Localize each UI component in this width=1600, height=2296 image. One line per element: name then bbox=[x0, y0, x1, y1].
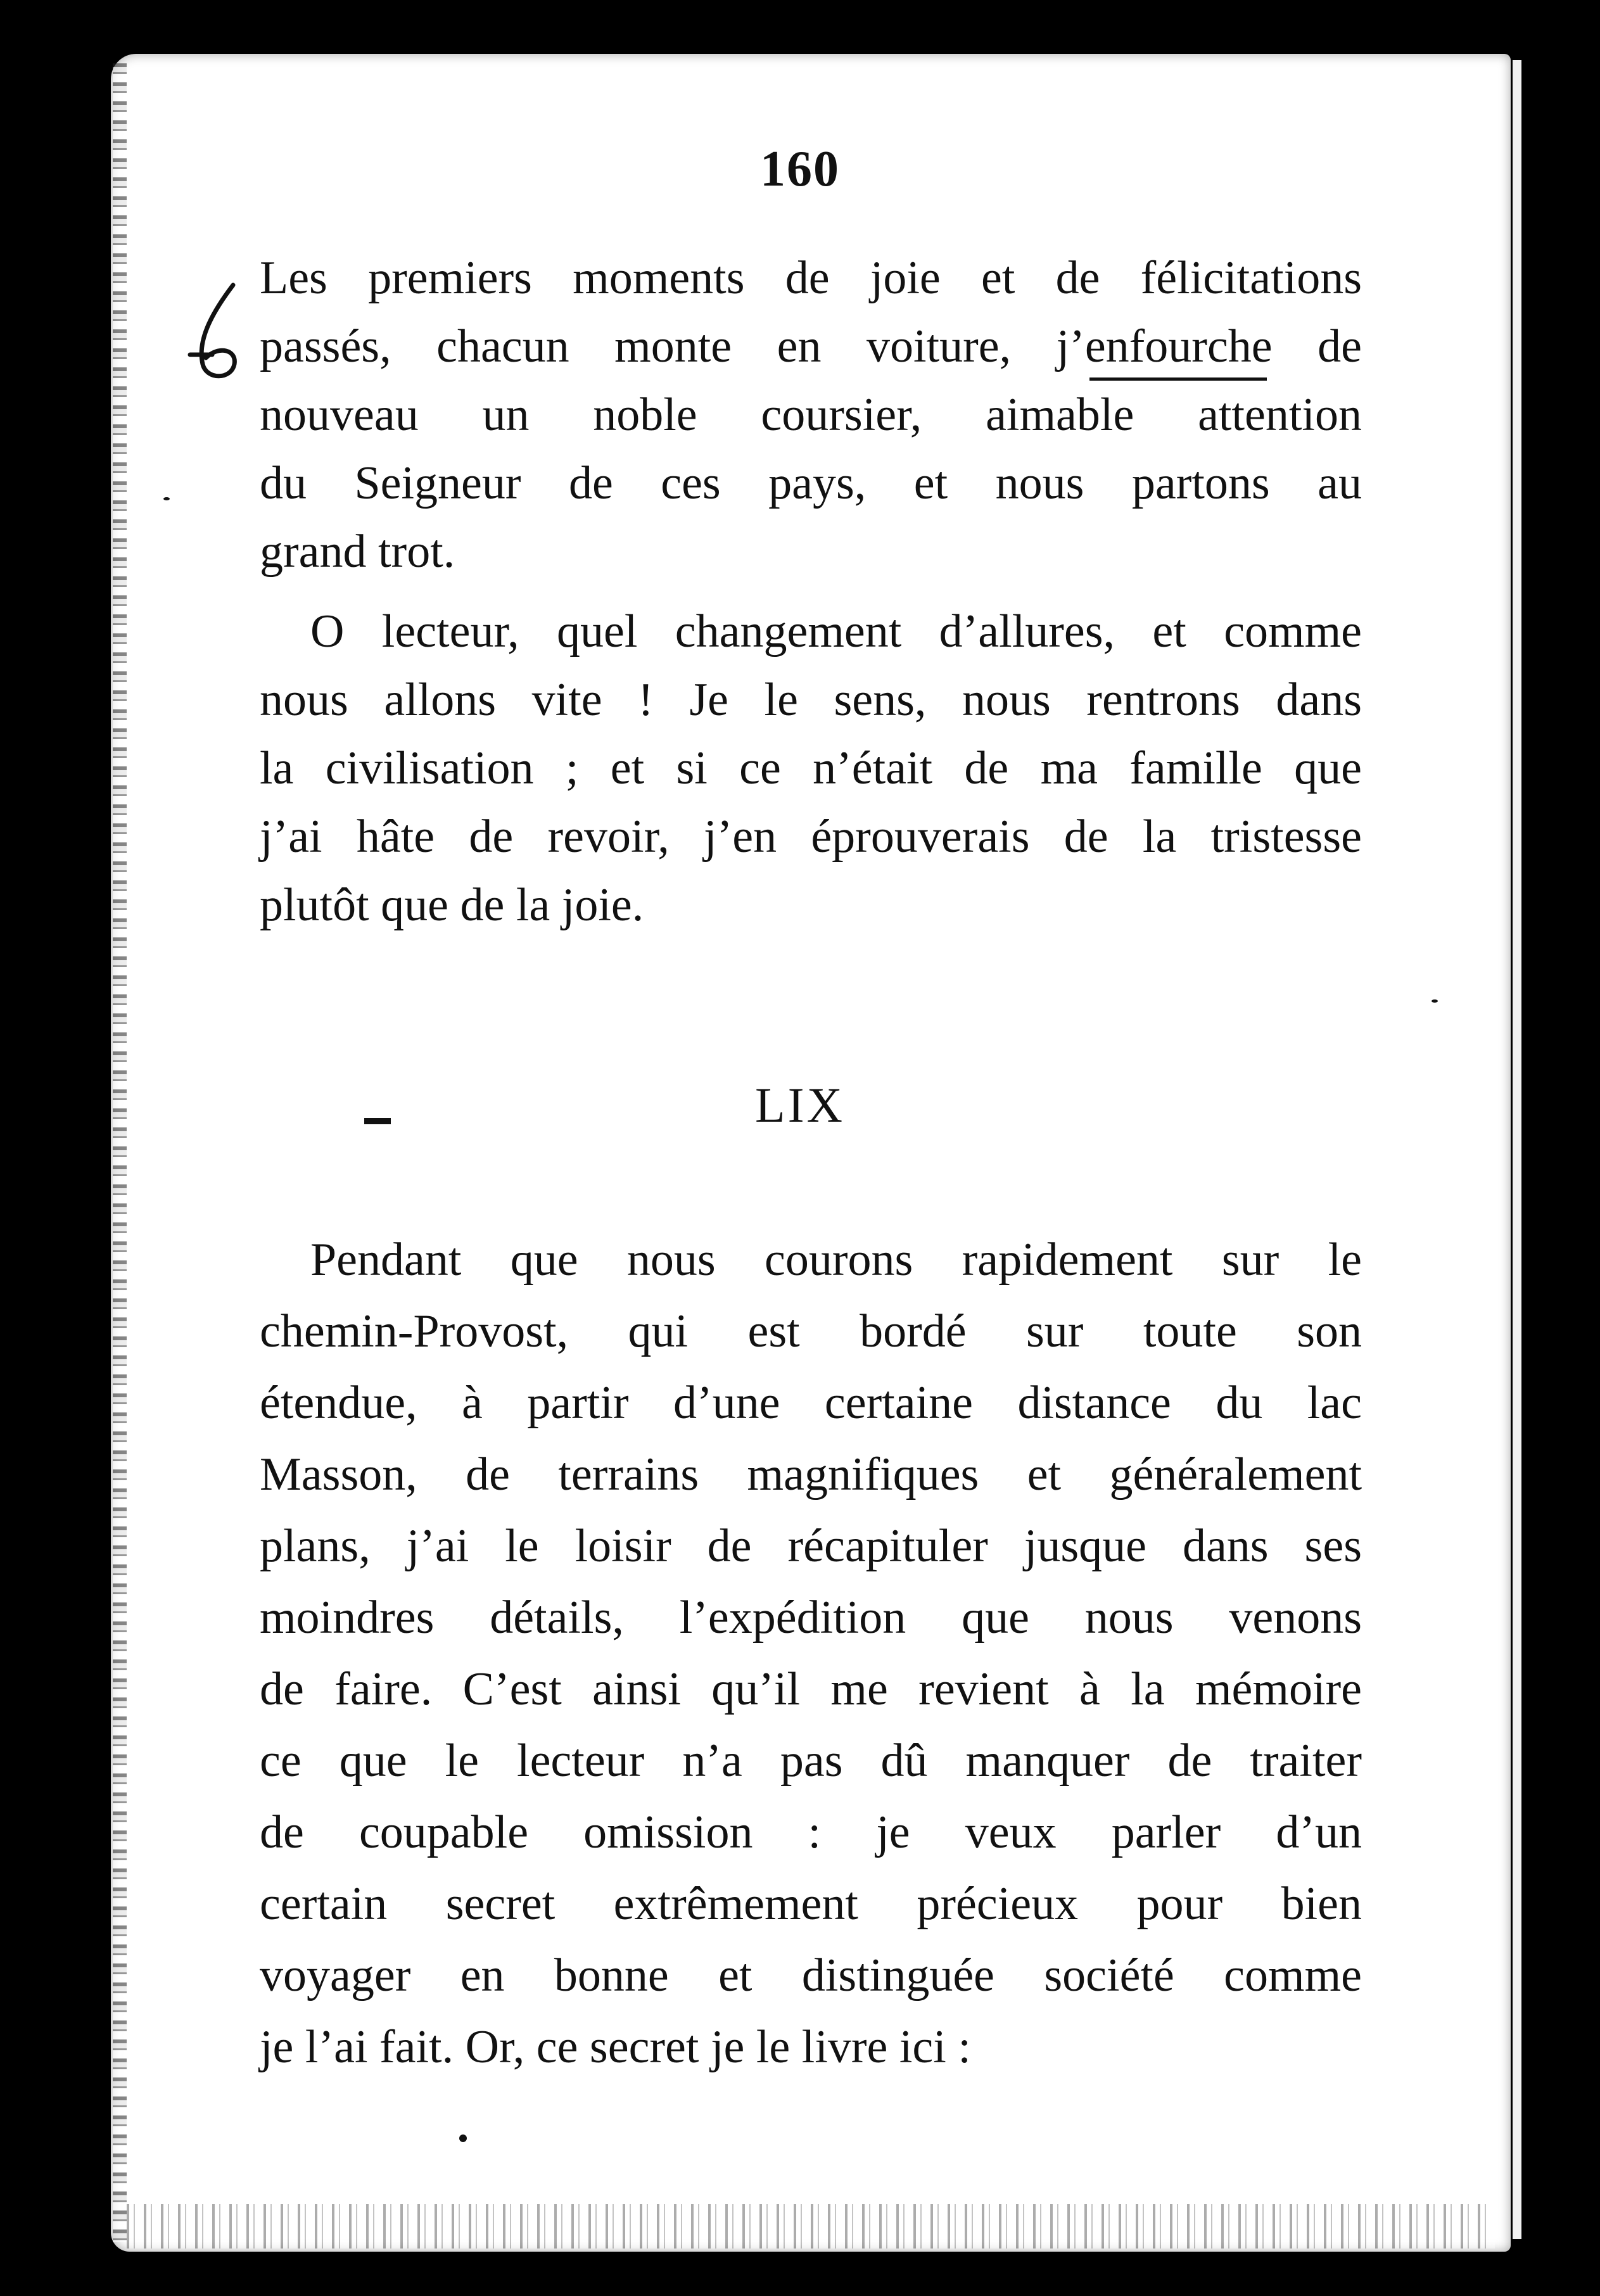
paragraph-3-line-11: voyager en bonne et distinguée société comme bbox=[260, 1950, 1362, 2001]
paragraph-3-line-7: de faire. C’est ainsi qu’il me revient à la mémoire bbox=[260, 1663, 1362, 1715]
paragraph-3-line-12: je l’ai fait. Or, ce secret je le livre ici : bbox=[260, 2021, 971, 2073]
paragraph-3-line-2: chemin-Provost, qui est bordé sur toute son bbox=[260, 1305, 1362, 1357]
handwritten-margin-note bbox=[184, 279, 260, 386]
ink-speck bbox=[163, 497, 170, 500]
paragraph-2-line-5: plutôt que de la joie. bbox=[260, 879, 644, 931]
paragraph-3-line-5: plans, j’ai le loisir de récapituler jusque dans ses bbox=[260, 1520, 1362, 1572]
paragraph-1-line-4: du Seigneur de ces pays, et nous partons au bbox=[260, 457, 1362, 509]
paragraph-3-line-6: moindres détails, l’expédition que nous venons bbox=[260, 1592, 1362, 1644]
paragraph-1-line-1: Les premiers moments de joie et de félicitations bbox=[260, 252, 1362, 304]
ink-speck bbox=[459, 2134, 467, 2142]
paragraph-3-line-8: ce que le lecteur n’a pas dû manquer de traiter bbox=[260, 1735, 1362, 1787]
paragraph-3-line-3: étendue, à partir d’une certaine distance du lac bbox=[260, 1377, 1362, 1429]
paragraph-2-line-1: O lecteur, quel changement d’allures, et comme bbox=[310, 606, 1362, 657]
facing-page-edge bbox=[1511, 54, 1600, 2252]
paragraph-2-line-3: la civilisation ; et si ce n’était de ma famille que bbox=[260, 742, 1362, 794]
paragraph-3-line-10: certain secret extrêmement précieux pour bien bbox=[260, 1878, 1362, 1930]
page-number: 160 bbox=[760, 141, 840, 197]
paragraph-2-line-2: nous allons vite ! Je le sens, nous rentrons dans bbox=[260, 674, 1362, 726]
page-edge-bottom bbox=[127, 2204, 1495, 2248]
facing-page-strip bbox=[1513, 60, 1521, 2239]
paragraph-3-line-4: Masson, de terrains magnifiques et généralement bbox=[260, 1449, 1362, 1500]
paragraph-1-line-3: nouveau un noble coursier, aimable attention bbox=[260, 389, 1362, 441]
paragraph-1-line-2: passés, chacun monte en voiture, j’enfourche de bbox=[260, 320, 1362, 372]
paragraph-3-line-1: Pendant que nous courons rapidement sur le bbox=[310, 1234, 1362, 1286]
chapter-heading: LIX bbox=[755, 1077, 845, 1132]
ink-speck bbox=[1432, 999, 1438, 1003]
page-edge-left bbox=[113, 63, 127, 2242]
paragraph-2-line-4: j’ai hâte de revoir, j’en éprouverais de la tristesse bbox=[260, 811, 1362, 863]
paragraph-3-line-9: de coupable omission : je veux parler d’un bbox=[260, 1806, 1362, 1858]
paragraph-1-line-5: grand trot. bbox=[260, 526, 455, 578]
